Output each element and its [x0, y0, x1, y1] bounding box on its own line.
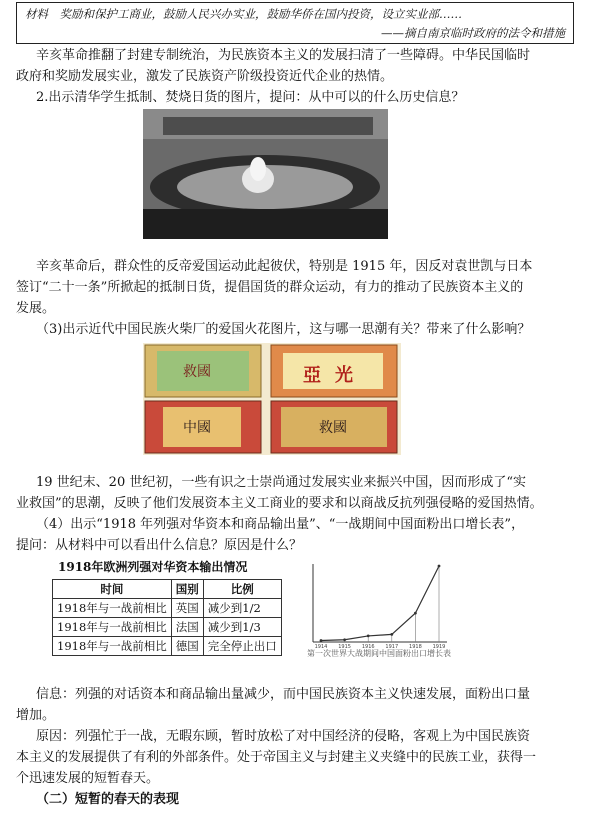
table-cell: 减少到1/3 — [203, 618, 281, 637]
paragraph-line: 政府和奖励发展实业，激发了民族资产阶级投资近代企业的热情。 — [16, 69, 394, 84]
table-cell: 1918年与一战前相比 — [53, 637, 172, 656]
data-point — [343, 638, 346, 641]
flour-export-chart — [307, 562, 483, 660]
table-cell: 法国 — [171, 618, 203, 637]
table-header: 比例 — [203, 580, 281, 599]
x-tick-label: 1919 — [432, 644, 446, 650]
quote-text: 材料 奖励和保护工商业，鼓励人民兴办实业，鼓励华侨在国内投资，设立实业部…… — [25, 7, 462, 21]
boycott-photo — [143, 109, 388, 239]
info-line: 信息：列强的对话资本和商品输出量减少，而中国民族资本主义快速发展，面粉出口量 — [36, 687, 531, 702]
paragraph-line: 业救国”的思潮，反映了他们发展资本主义工商业的要求和以商战反抗列强侵略的爱国热情。 — [16, 496, 543, 511]
paragraph-line: 发展。 — [16, 301, 56, 316]
label-text: 救國 — [319, 420, 347, 436]
label-text: 救國 — [183, 364, 211, 380]
chart-title: 第一次世界大战期间中国面粉出口增长表 — [307, 649, 451, 658]
table-title: 1918年欧洲列强对华资本输出情况 — [58, 560, 248, 574]
x-tick-label: 1918 — [409, 644, 422, 650]
question-2: 2.出示清华学生抵制、焚烧日货的图片，提问：从中可以的什么历史信息？ — [36, 90, 465, 105]
reason-line: 个迅速发展的短暂春天。 — [16, 771, 160, 786]
table-row — [53, 599, 282, 618]
x-tick-label: 1914 — [314, 644, 328, 650]
quote-source: ——摘自南京临时政府的法令和措施 — [381, 26, 565, 40]
table-row — [53, 618, 282, 637]
capital-export-table — [52, 579, 282, 656]
capital-export-table-figure — [52, 558, 292, 663]
question-4: （4）出示“1918 年列强对华资本和商品输出量”、“一战期间中国面粉出口增长表”， — [36, 517, 525, 532]
x-tick-label: 1917 — [385, 644, 399, 650]
paragraph-line: 签订“二十一条”所掀起的抵制日货，提倡国货的群众运动，有力的推动了民族资本主义的 — [16, 280, 524, 295]
table-cell: 1918年与一战前相比 — [53, 599, 172, 618]
table-header: 国别 — [171, 580, 203, 599]
match-labels-image — [143, 343, 401, 455]
series-line — [321, 566, 439, 640]
data-point — [320, 639, 323, 642]
question-4-cont: 提问：从材料中可以看出什么信息？原因是什么？ — [16, 538, 303, 553]
data-point — [414, 612, 417, 615]
table-cell: 减少到1/2 — [203, 599, 281, 618]
data-point — [390, 633, 393, 636]
paragraph-line: 辛亥革命推翻了封建专制统治，为民族资本主义的发展扫清了一些障碍。中华民国临时 — [36, 48, 531, 63]
paragraph-line: 辛亥革命后，群众性的反帝爱国运动此起彼伏，特别是 1915 年，因反对袁世凯与日本 — [36, 259, 533, 274]
table-cell: 德国 — [171, 637, 203, 656]
data-point — [438, 565, 441, 568]
flour-export-chart-svg — [307, 562, 483, 660]
reason-line: 本主义的发展提供了有利的外部条件。处于帝国主义与封建主义夹缝中的民族工业，获得一 — [16, 750, 537, 765]
paragraph-line: 19 世纪末、20 世纪初，一些有识之士崇尚通过发展实业来振兴中国，因而形成了“实 — [36, 475, 526, 490]
quote-box — [16, 2, 574, 44]
question-3: （3)出示近代中国民族火柴厂的爱国火花图片，这与哪一思潮有关？带来了什么影响？ — [36, 322, 531, 337]
x-tick-label: 1916 — [361, 644, 375, 650]
label-text: 中國 — [183, 420, 211, 436]
reason-line: 原因：列强忙于一战，无暇东顾，暂时放松了对中国经济的侵略，客观上为中国民族资 — [36, 729, 531, 744]
data-point — [367, 635, 370, 638]
table-row — [53, 637, 282, 656]
label-text: 亞光 — [303, 365, 367, 386]
x-tick-label: 1915 — [338, 644, 351, 650]
table-header: 时间 — [53, 580, 172, 599]
section-heading: （二）短暂的春天的表现 — [36, 792, 180, 807]
table-cell: 完全停止出口 — [203, 637, 281, 656]
info-line: 增加。 — [16, 708, 56, 723]
table-cell: 1918年与一战前相比 — [53, 618, 172, 637]
table-cell: 英国 — [171, 599, 203, 618]
